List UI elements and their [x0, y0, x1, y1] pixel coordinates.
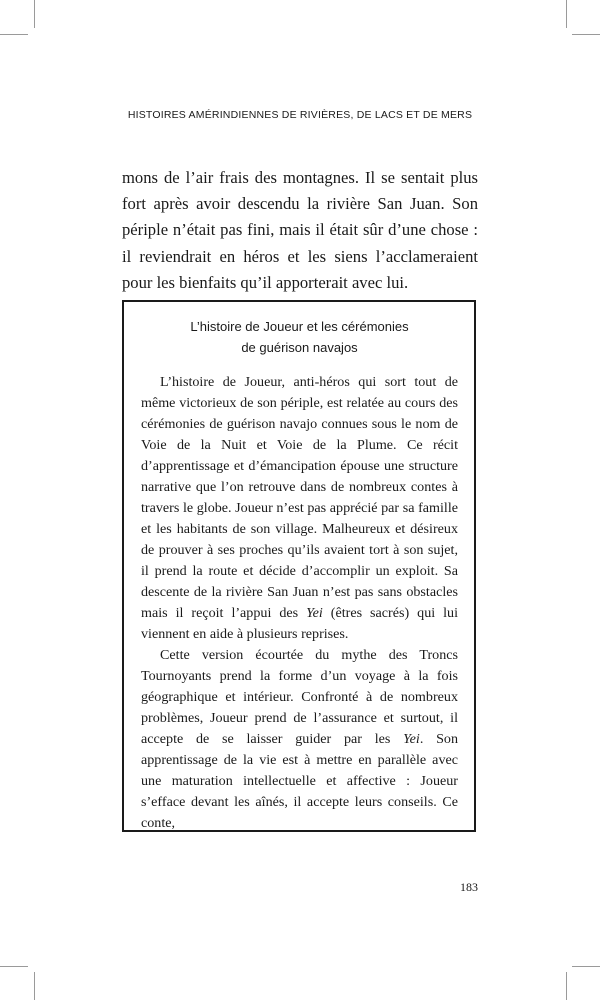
- box-title: [141, 316, 458, 358]
- text-run: . Son apprentissage de la vie est à mettre en parallèle avec une maturation intellectuelle et affective : Joueur s’efface devant les aînés, il accepte leurs conseils. Ce conte,: [141, 731, 459, 831]
- text-run: Cette version écourtée du mythe des Troncs Tournoyants prend la forme d’un voyage à la fois géographique et intérieur. Confronté à de nombreux problèmes, Joueur prend de l’assurance et surtout, il accepte de se laisser guider par les: [141, 647, 458, 747]
- running-head: HISTOIRES AMÉRINDIENNES DE RIVIÈRES, DE LACS ET DE MERS: [127, 109, 473, 121]
- crop-mark: [0, 966, 28, 967]
- main-paragraph: mons de l’air frais des montagnes. Il se sentait plus fort après avoir descendu la rivière San Juan. Son périple n’était pas fini, mais il était sûr d’une chose : il reviendrait en héros et les siens l’acclameraient pour les bienfaits qu’il apporterait avec lui.: [122, 168, 478, 292]
- crop-mark: [572, 34, 600, 35]
- crop-mark: [34, 0, 35, 28]
- crop-mark: [34, 972, 35, 1000]
- sidebar-box: [122, 300, 476, 832]
- italic-term: Yei: [403, 731, 420, 747]
- italic-term: Yei: [306, 605, 323, 621]
- crop-mark: [566, 972, 567, 1000]
- crop-mark: [572, 966, 600, 967]
- box-title-line-1: L’histoire de Joueur et les cérémonies: [190, 319, 409, 334]
- text-run: L’histoire de Joueur, anti-héros qui sort tout de même victorieux de son périple, est relatée au cours des cérémonies de guérison navajo connues sous le nom de Voie de la Nuit et Voie de la Plume. Ce récit d’apprentissage et d’émancipation épouse une structure narrative que l’on retrouve dans de nombreux contes à travers le globe. Joueur n’est pas apprécié par sa famille et les habitants de son village. Malheureux et désireux de prouver à ses proches qu’ils avaient tort à son sujet, il prend la route et décide d’accomplir un exploit. Sa descente de la rivière San Juan n’est pas sans obstacles mais il reçoit l’appui des: [141, 374, 458, 621]
- box-paragraph-1: [141, 372, 458, 645]
- box-title-line-2: de guérison navajos: [241, 340, 358, 355]
- page-number: 183: [460, 880, 478, 894]
- box-paragraph-2: [141, 645, 458, 834]
- text-run: (êtres sacrés) qui lui viennent en aide à plusieurs reprises.: [141, 605, 458, 642]
- crop-mark: [0, 34, 28, 35]
- crop-mark: [566, 0, 567, 28]
